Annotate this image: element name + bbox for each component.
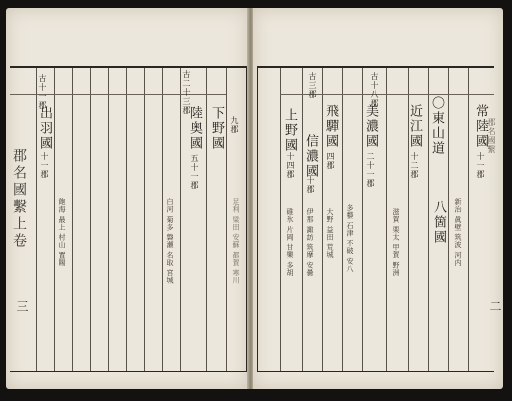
province-shinano-count: 十郡: [306, 176, 315, 194]
province-mino-entries: 多藝 石津 不破 安八: [346, 204, 354, 273]
province-hitachi-entries: 新治 眞壁 筑波 河内: [454, 198, 462, 267]
right-page-number: 二: [488, 300, 502, 312]
left-entry-col-4: [76, 198, 83, 206]
province-kozuke-entries: 碓氷 片岡 甘樂 多胡: [286, 208, 294, 277]
province-shinano: 信濃國: [303, 134, 318, 179]
province-dewa-entries: 飽海 最上 村山 置賜: [58, 198, 66, 267]
province-mino: 美濃國: [363, 104, 378, 149]
province-omi-count: 十二郡: [410, 152, 419, 179]
province-hida: 飛驒國: [323, 104, 338, 149]
province-dewa-count: 十一郡: [40, 152, 49, 179]
province-mino-count: 二十一郡: [366, 152, 375, 188]
province-hitachi-count: 十一郡: [476, 152, 485, 179]
province-omi-entries: 滋賀 栗太 甲賀 野洲: [392, 208, 400, 277]
province-omi: 近江國: [407, 104, 422, 149]
right-side-title: 郡名國繫: [487, 118, 496, 154]
province-kozuke-count: 十四郡: [286, 152, 295, 179]
province-mutsu-count: 五十一郡: [190, 154, 199, 190]
province-hitachi: 常陸國: [473, 104, 488, 149]
province-shinano-entries: 伊那 諏訪 筑摩 安曇: [306, 208, 314, 277]
province-kozuke: 上野國: [282, 108, 297, 153]
province-dewa: 出羽國: [37, 106, 52, 151]
left-side-title: 郡名國繫上卷: [11, 148, 27, 250]
province-shimotsuke: 下野國: [209, 106, 224, 151]
right-page: [253, 8, 503, 389]
right-header-count-a: 古三郡: [308, 72, 317, 99]
province-mutsu-entries: 白河 菊多 磐瀬 名取 宮城: [166, 198, 174, 284]
left-header-count-a: 古十一郡: [38, 74, 47, 110]
left-table-frame: [10, 66, 247, 372]
section-title: 〇東山道: [429, 96, 444, 156]
section-sub: 八箇國: [431, 200, 446, 245]
left-page-number: 三: [15, 300, 29, 312]
province-mutsu: 陸奥國: [187, 106, 202, 151]
province-shimotsuke-count: 九郡: [230, 116, 239, 134]
province-hida-count: 四郡: [326, 152, 335, 170]
right-header-count-b: 古十八郡: [370, 72, 379, 108]
right-table-frame: [257, 66, 494, 372]
left-page: [6, 8, 248, 389]
province-shimotsuke-entries: 足利 梁田 安蘇 都賀 寒川: [232, 198, 240, 284]
province-hida-entries: 大野 益田 荒城: [326, 208, 334, 259]
left-header-count-b: 古二十三郡: [182, 70, 191, 115]
